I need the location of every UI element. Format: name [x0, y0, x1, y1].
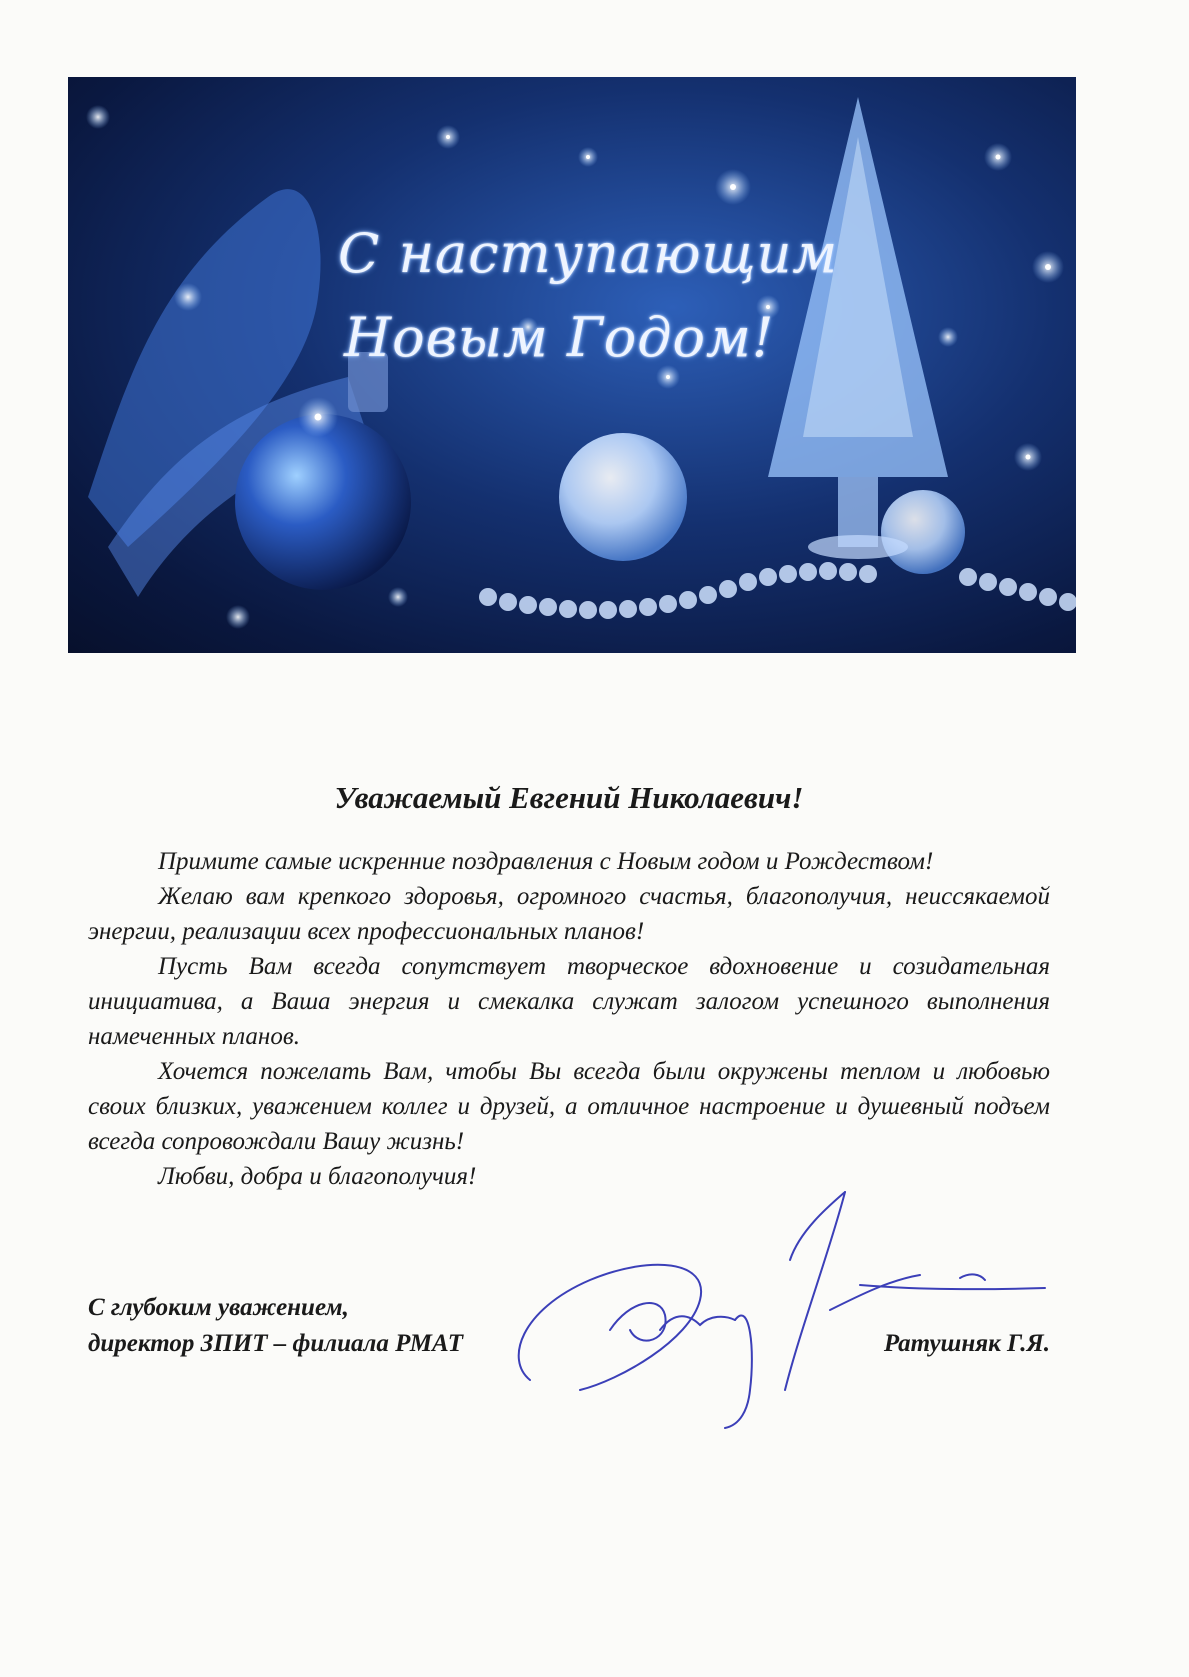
- paragraph-2: Желаю вам крепкого здоровья, огромного счастья, благополучия, неиссякаемой энергии, реализации всех профессиональных планов!: [88, 883, 1050, 945]
- paragraph-1: Примите самые искренние поздравления с Новым годом и Рождеством!: [158, 848, 934, 875]
- closing-regards: С глубоким уважением,: [88, 1294, 349, 1321]
- pearl-beads: [479, 562, 1076, 619]
- greeting-line-2: Новым Годом!: [344, 306, 775, 369]
- salutation: Уважаемый Евгений Николаевич!: [334, 780, 804, 815]
- paragraph-4: Хочется пожелать Вам, чтобы Вы всегда были окружены теплом и любовью своих близких, уважением коллег и друзей, а отличное настроение и душевный подъем всегда сопровождали Вашу жизнь!: [88, 1058, 1050, 1155]
- signer-name: Ратушняк Г.Я.: [883, 1330, 1050, 1357]
- closing-block: [88, 1290, 1050, 1362]
- greeting-text: [338, 212, 858, 380]
- new-year-banner: [68, 77, 1076, 653]
- paragraph-5: Любви, добра и благополучия!: [158, 1163, 477, 1190]
- letter-body: [88, 780, 1050, 1194]
- paragraph-3: Пусть Вам всегда сопутствует творческое вдохновение и созидательная инициатива, а Ваша энергия и смекалка служат залогом успешного выполнения намеченных планов.: [88, 953, 1050, 1050]
- wicker-ball: [559, 433, 687, 561]
- wicker-ball-small: [881, 490, 965, 574]
- greeting-line-1: С наступающим: [338, 222, 839, 285]
- ornament-ball: [235, 414, 411, 590]
- closing-position: директор ЗПИТ – филиала РМАТ: [88, 1330, 463, 1357]
